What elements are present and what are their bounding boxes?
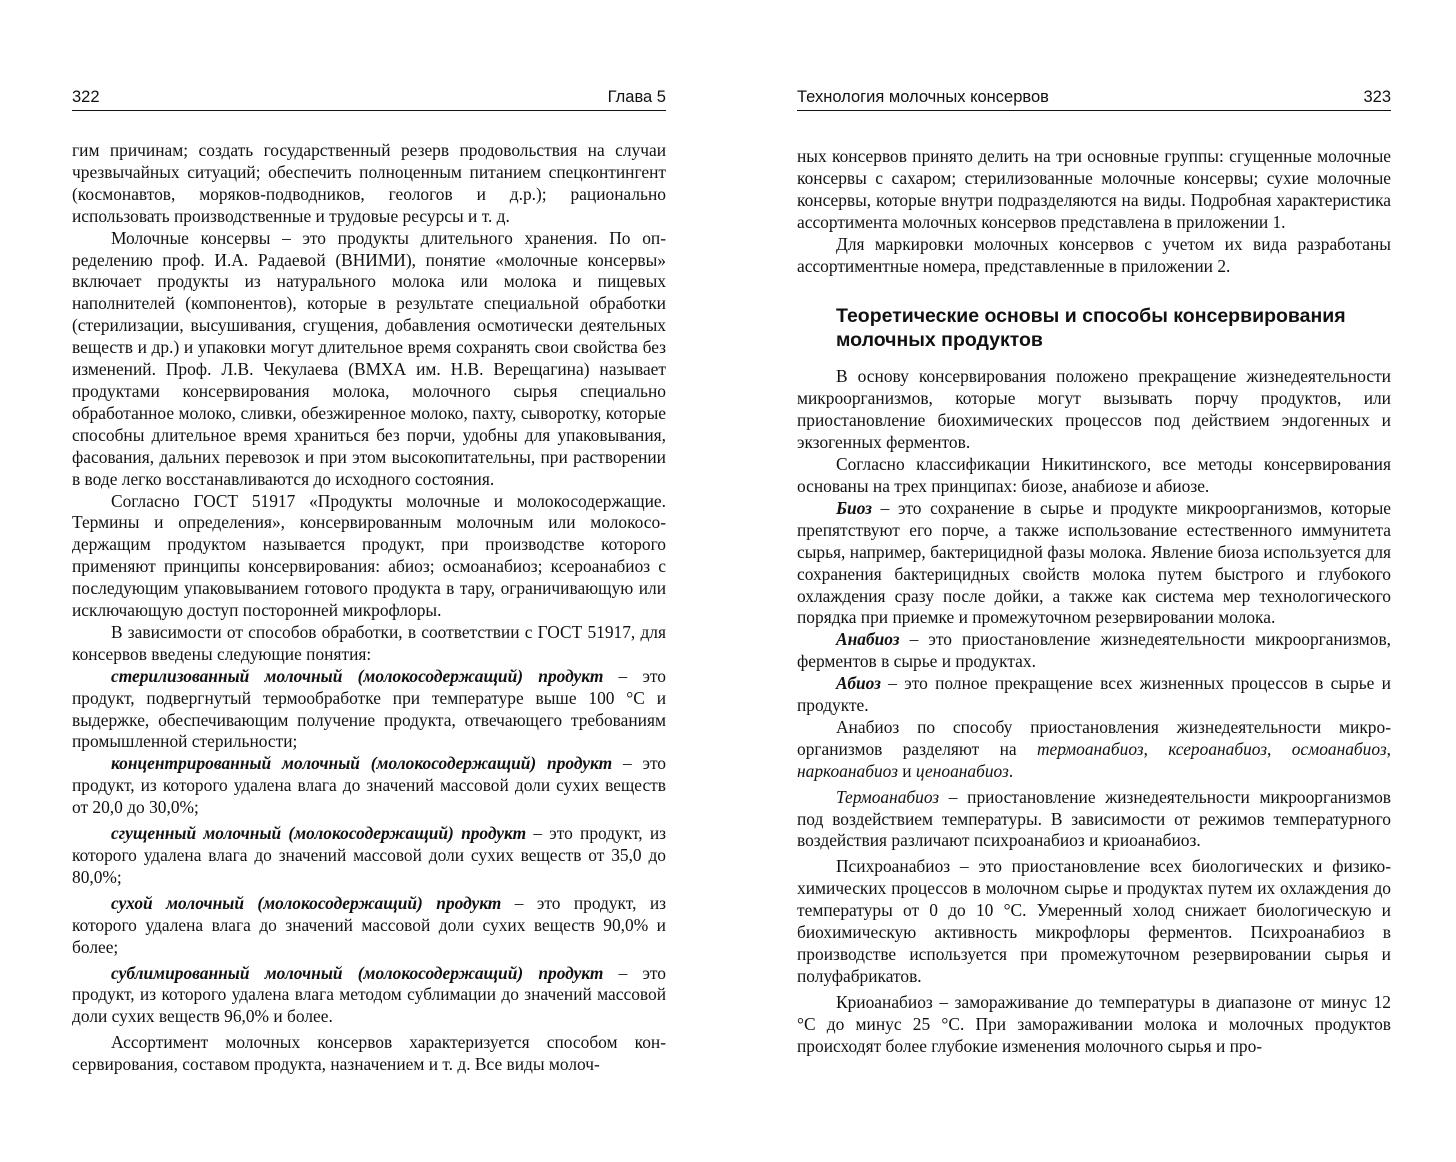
paragraph: Молочные консервы – это продукты длительного хранения. По определению проф. И.А. Радаевой (ВНИМИ), понятие «молочные консервы» включает продукты из натурального молока или молока и пищевых наполнителей (компонентов), которые в результате специальной обработки (стерилизации, высушивания, сгущения, добавления осмотически деятельных веществ и др.) и упаковки могут длительное время сохранять свои свойства без изменений. Проф. Л.В. Чекулаева (ВМХА им. Н.В. Верещагина) называет продуктами консервирования молока, молочного сырья специально обработанное молоко, сливки, обезжиренное молоко, пахту, сыворотку, которые способны длительное время храниться без порчи, удобны для упаковывания, фасования, дальних перевозок и при этом высокопитательны, при растворении в воде легко восстанавливаются до исходного состояния. bbox=[72, 227, 666, 489]
definition-term: стерилизованный молочный (молокосодержащий) продукт bbox=[111, 665, 604, 686]
text-run: . bbox=[1008, 760, 1014, 781]
definition-paragraph bbox=[72, 823, 666, 889]
section-heading: Теоретические основы и способы консервирования молочных продуктов bbox=[836, 305, 1346, 352]
definition-text: – это продукт, из которого удалена влага до значений массовой доли сухих веществ 90,0% и более; bbox=[72, 892, 667, 957]
definition-paragraph bbox=[797, 673, 1391, 717]
paragraph: Согласно классификации Никитинского, все методы консервирования основаны на трех принципах: биозе, анабиозе и абиозе. bbox=[797, 454, 1391, 496]
definition-text: – это приостановление жизнедеятельности микроорганизмов, ферментов в сырье и продуктах. bbox=[797, 629, 1391, 672]
page-body bbox=[72, 140, 666, 1076]
text-run: и bbox=[897, 760, 916, 781]
italic-term: осмоанабиоз bbox=[1291, 738, 1387, 759]
page-number: 322 bbox=[72, 88, 100, 106]
definition-term: сгущенный молочный (молокосодержащий) продукт bbox=[111, 823, 527, 844]
definition-term: Биоз bbox=[836, 497, 872, 518]
definition-paragraph bbox=[797, 629, 1391, 673]
paragraph: Для маркировки молочных консервов с учетом их вида разработаны ассортиментные номера, представленные в приложении 2. bbox=[797, 233, 1391, 276]
definition-text: – это полное прекращение всех жизненных процессов в сырье и продукте. bbox=[797, 673, 1391, 716]
text-run: , bbox=[1267, 738, 1292, 759]
running-head bbox=[72, 88, 666, 111]
paragraph: Ассортимент молочных консервов характеризуется способом консервирования, составом продукта, назначением и т. д. Все виды молоч- bbox=[72, 1032, 666, 1075]
definition-text: – это продукт, подвергнутый термообработке при температуре выше 100 °С и выдержке, обеспечивающим получение продукта, отвечающего требованиям промышленной стерильности; bbox=[72, 665, 666, 752]
definition-paragraph bbox=[797, 498, 1391, 629]
definition-paragraph bbox=[72, 753, 666, 819]
italic-term: наркоанабиоз bbox=[797, 760, 898, 781]
definition-text: – это продукт, из которого удалена влага методом сублимации до значений массовой доли сухих веществ 96,0% и более. bbox=[72, 962, 666, 1027]
definition-text: – это продукт, из которого удалена влага до значений массовой доли сухих веществ от 35,0 до 80,0%; bbox=[72, 823, 667, 887]
text-run: , bbox=[1143, 738, 1169, 759]
definition-text: – приостановление жизнедеятельности микроорганизмов под воздействием температуры. В зависимости от режимов температурного воздействия различают психроанабиоз и криоанабиоз. bbox=[797, 786, 1391, 851]
definition-paragraph bbox=[797, 787, 1391, 853]
definition-term: Анабиоз bbox=[836, 629, 900, 650]
definition-term: сублимированный молочный (молокосодержащий) продукт bbox=[111, 962, 604, 983]
definition-paragraph bbox=[72, 666, 666, 754]
definition-term: концентрированный молочный (молокосодержащий) продукт bbox=[111, 753, 613, 774]
paragraph: Психроанабиоз – это приостановление всех биологических и физико-химических процессов в молочном сырье и продуктах путем их охлаждения до температуры от 0 до 10 °С. Умеренный холод снижает биологическую и биохимическую активность микрофлоры ферментов. Психроанабиоз в производстве используется при промежуточном резервировании сырья и полуфабрикатов. bbox=[797, 856, 1391, 986]
paragraph: ных консервов принято делить на три основные группы: сгущенные молочные консервы с сахаром; стерилизованные молочные консервы; сухие молочные консервы, которые внутри подразделяются на виды. Подробная характеристика ассортимента молочных консервов представлена в приложении 1. bbox=[797, 146, 1391, 232]
running-title: Технология молочных консервов bbox=[797, 88, 1049, 106]
page-number: 323 bbox=[1363, 88, 1391, 106]
italic-term: ценоанабиоз bbox=[915, 760, 1009, 781]
paragraph: гим причинам; создать государственный резерв продовольствия на случаи чрезвычайных ситуаций; обеспечить полноценным питанием спецконтингент (космонавтов, моряков-подводников, геологов и д.р.); рационально использовать производственные и трудовые ресурсы и т. д. bbox=[72, 140, 666, 226]
paragraph: Криоанабиоз – замораживание до температуры в диапазоне от минус 12 °С до минус 25 °С. При замораживании молока и молочных продуктов происходят более глубокие изменения молочного сырья и про- bbox=[797, 991, 1391, 1056]
definition-text: – это сохранение в сырье и продукте микроорганизмов, которые препятствуют его порче, а также использование естественного иммунитета сырья, например, бактерицидной фазы молока. Явление биоза используется для сохранения бактерицидных свойств молока путем быстрого и глубокого охлаждения сразу после дойки, а также как система мер технологического порядка при приемке и промежуточном резервировании молока. bbox=[797, 497, 1391, 628]
paragraph: В основу консервирования положено прекращение жизнедеятельности микроорганизмов, которые могут вызывать порчу продуктов, или приостановление биохимических процессов под действием эндогенных и экзогенных ферментов. bbox=[797, 366, 1391, 453]
paragraph: В зависимости от способов обработки, в соответствии с ГОСТ 51917, для консервов введены следующие понятия: bbox=[72, 621, 666, 664]
definition-term: сухой молочный (молокосодержащий) продукт bbox=[111, 892, 502, 913]
definition-term: Термоанабиоз bbox=[836, 786, 940, 807]
running-head bbox=[797, 88, 1391, 111]
italic-term: термоанабиоз bbox=[1036, 738, 1144, 759]
definition-paragraph bbox=[72, 893, 666, 959]
running-title: Глава 5 bbox=[607, 88, 666, 106]
text-run: , bbox=[1386, 738, 1391, 759]
italic-term: ксероанабиоз bbox=[1168, 738, 1268, 759]
paragraph bbox=[797, 717, 1391, 783]
definition-term: Абиоз bbox=[836, 673, 881, 694]
text-run: Анабиоз по способу приостановления жизнедеятельности микроорганизмов разделяют на bbox=[797, 716, 1391, 759]
definition-text: – это продукт, из которого удалена влага до значений массовой доли сухих веществ от 20,0 до 30,0%; bbox=[72, 753, 667, 818]
page-body bbox=[797, 146, 1391, 1058]
paragraph: Согласно ГОСТ 51917 «Продукты молочные и молокосодержащие. Термины и определения», консервированным молочным или молокосодержащим продуктом называется продукт, при производстве которого применяют принципы консервирования: абиоз; осмоанабиоз; ксероанабиоз с последующим упаковыванием готового продукта в тару, ограничивающую или исключающую доступ посторонней микрофлоры. bbox=[72, 490, 666, 621]
definition-paragraph bbox=[72, 963, 666, 1029]
